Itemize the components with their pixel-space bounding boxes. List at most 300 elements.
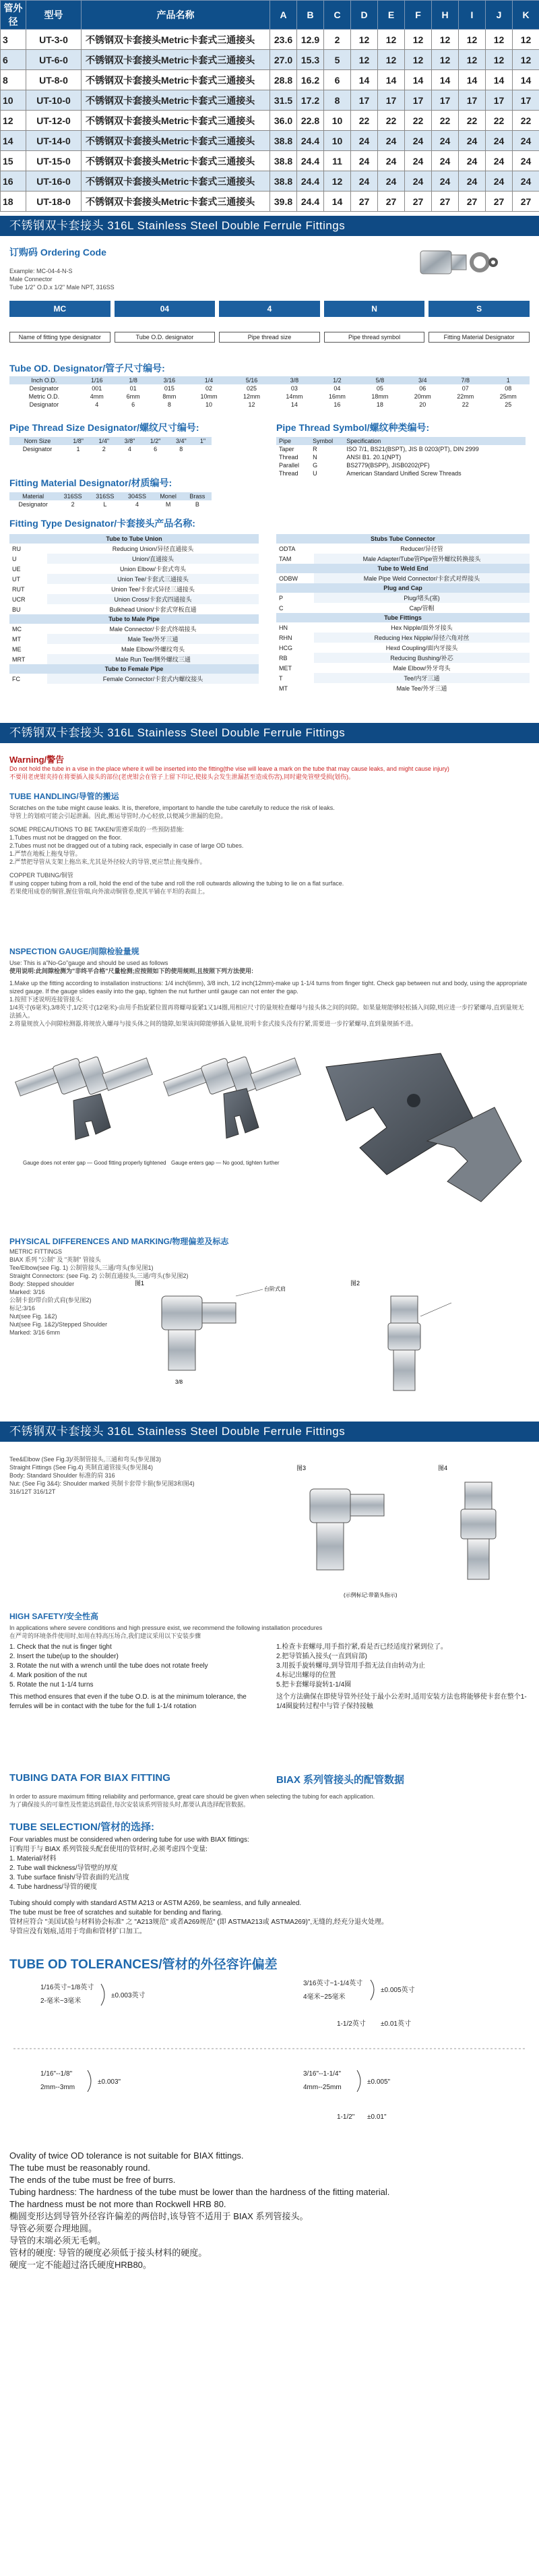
pipe_size-cell: 2 bbox=[102, 446, 106, 452]
physical-line: Nut(see Fig. 1&2)/Stepped Shoulder bbox=[9, 1321, 108, 1328]
ovality-line: The tube must be reasonably round. bbox=[9, 2163, 150, 2173]
spec-cell: 16 bbox=[1, 171, 26, 192]
handling-item: 2.严禁把导管从支架上拖出来,尤其是外径较大的导管,更应禁止拖曳操作。 bbox=[9, 858, 206, 865]
safety-step-cn: 4.标记出螺母的位置 bbox=[276, 1672, 336, 1679]
gauge-figure-bad bbox=[164, 1056, 301, 1138]
tube-od-section bbox=[0, 356, 539, 415]
handling-item: 1.Tubes must not be dragged on the floor. bbox=[9, 834, 122, 841]
safety-note-cn: 这个方法确保在即使导管外径处于最小公差时,适用安装方法也将能够使卡套在整个1-1/4圈旋转过程中与管子保持接触 bbox=[276, 1693, 527, 1710]
tube_od-cell: 22mm bbox=[457, 393, 474, 400]
fitting-type-row bbox=[9, 604, 259, 614]
ordering-title: 订购码 Ordering Code bbox=[9, 247, 106, 258]
spec-cell: 24 bbox=[513, 171, 539, 192]
fitting-type-code: ODBW bbox=[279, 575, 298, 582]
fitting-type-row bbox=[9, 644, 259, 654]
spec-cell: 3 bbox=[1, 30, 26, 50]
spec-cell: 17 bbox=[513, 90, 539, 111]
pipe_size-cell: 4 bbox=[127, 446, 131, 452]
material-cell: Material bbox=[9, 492, 57, 500]
tube_od-cell: 06 bbox=[419, 385, 426, 392]
fitting-type-name: Female Connector/卡套式内螺纹接头 bbox=[47, 674, 259, 684]
tol-b-right-2: 4mm--25mm bbox=[303, 2084, 342, 2091]
tube_od-cell: 14mm bbox=[286, 393, 303, 400]
fitting-type-code: HCG bbox=[279, 644, 292, 651]
fitting-type-name: Union Tee/卡套式异径三通接头 bbox=[111, 586, 195, 593]
tube_od-cell: 03 bbox=[290, 385, 298, 392]
tee-caption: (示例标记:带箭头指示) bbox=[344, 1592, 398, 1598]
fitting-type-name: Reducing Bushing/补芯 bbox=[314, 653, 530, 663]
spec-cell: 17 bbox=[405, 90, 432, 111]
tolerance-section bbox=[0, 1954, 539, 2150]
pipe_symbol-row bbox=[276, 453, 526, 461]
tee-line: Tee&Elbow (See Fig.3)/英制管接头,三通和弯头(参见图3) bbox=[9, 1456, 162, 1463]
spec-cell: 不锈钢双卡套接头Metric卡套式三通接头 bbox=[82, 192, 270, 212]
handling-title: TUBE HANDLING/导管的搬运 bbox=[9, 792, 119, 801]
physical-line: 标记:3/16 bbox=[9, 1305, 36, 1312]
fitting-type-row bbox=[276, 573, 530, 583]
spec-cell: 12 bbox=[405, 30, 432, 50]
spec-cell: 12 bbox=[351, 30, 378, 50]
pipe_symbol-row bbox=[276, 461, 526, 469]
tube_od-cell: 5/16 bbox=[230, 376, 273, 384]
spec-row bbox=[1, 192, 539, 212]
tube_od-cell: 6mm bbox=[126, 393, 140, 400]
spec-cell: 不锈钢双卡套接头Metric卡套式三通接头 bbox=[82, 171, 270, 192]
spec-cell: 12 bbox=[378, 50, 405, 70]
fitting-type-name: Union Tee/卡套式三通接头 bbox=[47, 574, 259, 584]
spec-cell: 24.4 bbox=[297, 192, 324, 212]
safety-step-cn: 5.把卡套螺母旋转1-1/4圈 bbox=[276, 1681, 352, 1689]
spec-header-cell: A bbox=[270, 1, 297, 30]
material-cell: B bbox=[195, 501, 199, 508]
spec-cell: 12 bbox=[1, 111, 26, 131]
tube_od-cell: 3/4 bbox=[402, 376, 444, 384]
physical-line: Tee/Elbow(see Fig. 1) 公制管接头,三通/弯头(参见图1) bbox=[9, 1264, 154, 1271]
spec-header-cell: D bbox=[351, 1, 378, 30]
fig2-label: 图2 bbox=[350, 1280, 360, 1287]
tube_od-cell: 1/2 bbox=[316, 376, 358, 384]
section-banner: 不锈钢双卡套接头 316L Stainless Steel Double Ferrule Fittings bbox=[0, 216, 539, 236]
fitting-type-code: T bbox=[279, 674, 283, 682]
selection-item: 1. Material/材料 bbox=[9, 1855, 57, 1863]
ovality-line: 导管的末端必须无毛刺。 bbox=[9, 2235, 106, 2246]
spec-cell: 12 bbox=[513, 50, 539, 70]
fitting-type-code: RHN bbox=[279, 634, 292, 641]
tee-line: 316/12T 316/12T bbox=[9, 1488, 56, 1495]
spec-cell: 12 bbox=[405, 50, 432, 70]
spec-cell: 14 bbox=[378, 70, 405, 90]
fitting-photo bbox=[418, 239, 499, 286]
fig1-label: 图1 bbox=[135, 1280, 145, 1287]
material-cell: 316SS bbox=[89, 492, 121, 500]
spec-cell: 27 bbox=[486, 192, 513, 212]
tube_od-cell: 10mm bbox=[200, 393, 218, 400]
tube_od-cell: 14 bbox=[290, 401, 298, 408]
fitting-type-code: ODTA bbox=[279, 545, 296, 552]
tee-line: Straight Fittings (See Fig.4) 英制直通管接头(参见图4) bbox=[9, 1464, 154, 1471]
spec-cell: 22 bbox=[351, 111, 378, 131]
fig2-straight bbox=[388, 1296, 451, 1391]
pipe_size-cell: 1/2" bbox=[143, 437, 168, 445]
spec-row bbox=[1, 151, 539, 171]
spec-row bbox=[1, 90, 539, 111]
spec-cell: 22 bbox=[459, 111, 486, 131]
selection-text: Four variables must be considered when ordering tube for use with BIAX fittings: bbox=[9, 1836, 249, 1844]
physical-line: Marked: 3/16 6mm bbox=[9, 1329, 61, 1336]
spec-cell: UT-16-0 bbox=[26, 171, 82, 192]
spec-cell: 不锈钢双卡套接头Metric卡套式三通接头 bbox=[82, 90, 270, 111]
selection-item: 3. Tube surface finish/导管表面的光洁度 bbox=[9, 1874, 129, 1881]
fitting-type-category: Tube to Tube Union bbox=[9, 534, 259, 544]
code-label: Fitting Material Designator bbox=[429, 332, 530, 343]
material-cell: 316SS bbox=[57, 492, 89, 500]
tube-od-title: Tube OD. Designator/管子尺寸编号: bbox=[9, 363, 165, 374]
ovality-line: Tubing hardness: The hardness of the tube must be lower than the hardness of the fitting material. bbox=[9, 2187, 390, 2197]
tube_od-cell: 22 bbox=[462, 401, 469, 408]
spec-cell: 24 bbox=[486, 171, 513, 192]
safety-title: HIGH SAFETY/安全性高 bbox=[9, 1612, 99, 1621]
ovality-line: 导管必须要合理地圆。 bbox=[9, 2223, 98, 2233]
fitting-type-name: Male Elbow/外螺纹弯头 bbox=[121, 646, 185, 653]
fitting-type-row bbox=[276, 544, 530, 554]
physical-sub: METRIC FITTINGS bbox=[9, 1248, 62, 1255]
spec-cell: 24 bbox=[405, 171, 432, 192]
material-cell: Monel bbox=[153, 492, 183, 500]
pipe-size-table bbox=[9, 437, 212, 453]
fitting-type-category: Tube to Male Pipe bbox=[9, 614, 259, 624]
tube_od-cell: 1/16 bbox=[79, 376, 115, 384]
pipe_symbol-cell: ISO 7/1, BS21(BSPT), JIS B 0203(PT), DIN 2999 bbox=[346, 446, 479, 452]
material-row bbox=[9, 492, 212, 500]
fitting-type-code: MET bbox=[279, 664, 292, 672]
spec-cell: 24 bbox=[432, 171, 459, 192]
material-cell: L bbox=[103, 501, 107, 508]
spec-cell: 31.5 bbox=[270, 90, 297, 111]
fitting-type-name: Union/直通接头 bbox=[47, 554, 259, 564]
pipe_size-cell: 3/8" bbox=[117, 437, 142, 445]
spec-cell: UT-12-0 bbox=[26, 111, 82, 131]
material-cell: M bbox=[165, 501, 171, 508]
fitting-type-row bbox=[9, 554, 259, 564]
tube_od-cell: 20 bbox=[419, 401, 426, 408]
fitting-type-row bbox=[9, 634, 259, 644]
tube_od-cell: Metric O.D. bbox=[28, 393, 60, 400]
tol-a-right-2: 4毫米~25毫米 bbox=[303, 1993, 346, 2001]
tube_od-cell: 18 bbox=[376, 401, 383, 408]
tol-b-left-2: 2mm--3mm bbox=[40, 2084, 75, 2091]
section-banner: 不锈钢双卡套接头 316L Stainless Steel Double Ferrule Fittings bbox=[0, 1422, 539, 1442]
safety-step-cn: 2.把导管插入接头(一直到肩部) bbox=[276, 1653, 367, 1660]
spec-cell: 2 bbox=[324, 30, 351, 50]
material-row bbox=[9, 500, 212, 508]
spec-cell: 27 bbox=[378, 192, 405, 212]
inspection-use-cn: 使用说明:此间隙检测为"非终平合格"尺量检测;应按照如下的使用规则,且按照下列方法使用: bbox=[9, 968, 254, 974]
fitting-image bbox=[418, 239, 499, 286]
material-section bbox=[0, 476, 539, 517]
spec-row bbox=[1, 50, 539, 70]
pipe_symbol-cell: Specification bbox=[344, 437, 526, 445]
fitting-type-name: Tee/内牙三通 bbox=[314, 673, 530, 683]
ovality-line: The ends of the tube must be free of burrs. bbox=[9, 2175, 176, 2185]
fitting-type-code: RUT bbox=[12, 585, 25, 593]
ordering-example-desc: Tube 1/2" O.D.x 1/2" Male NPT, 316SS bbox=[9, 284, 115, 291]
spec-cell: 17 bbox=[351, 90, 378, 111]
tube_od-cell: 07 bbox=[462, 385, 469, 392]
spec-cell: 14 bbox=[1, 131, 26, 151]
tube_od-cell: 20mm bbox=[414, 393, 431, 400]
tube_od-cell: 3/16 bbox=[151, 376, 187, 384]
material-cell: Brass bbox=[183, 492, 212, 500]
spec-cell: 14 bbox=[513, 70, 539, 90]
tube_od-cell: 5/8 bbox=[358, 376, 401, 384]
material-cell: 4 bbox=[135, 501, 139, 508]
copper-text: If using copper tubing from a roll, hold the end of the tube and roll the roll outwards allowing the tubing to lie on a flat surface. bbox=[9, 880, 344, 887]
fitting-type-row bbox=[276, 633, 530, 643]
spec-header-cell: 产品名称 bbox=[82, 1, 270, 30]
fitting-type-name: Plug/堵头(塞) bbox=[314, 593, 530, 603]
physical-line: 公制卡套/带台阶式肩(参见图2) bbox=[9, 1297, 92, 1304]
pipe_size-row bbox=[9, 445, 212, 453]
spec-cell: 24 bbox=[459, 151, 486, 171]
tol-a-rval: ±0.005英寸 bbox=[381, 1987, 415, 1994]
spec-cell: 24 bbox=[513, 131, 539, 151]
fitting-type-name: Hex Nipple/面外牙接头 bbox=[391, 624, 453, 631]
fitting-type-row bbox=[276, 593, 530, 603]
inspection-use: Use: This is a"No-Go"gauge and should be used as follows bbox=[9, 960, 168, 966]
tube_od-cell: 025 bbox=[246, 385, 257, 392]
tube_od-cell: 01 bbox=[129, 385, 137, 392]
code-box: MC bbox=[9, 301, 110, 317]
fitting-type-row bbox=[9, 664, 259, 674]
fitting-type-row bbox=[276, 603, 530, 613]
spec-cell: 39.8 bbox=[270, 192, 297, 212]
fitting-type-code: C bbox=[279, 604, 284, 612]
fitting-type-code: MT bbox=[279, 684, 288, 692]
tol-a-right-3: 1-1/2英寸 bbox=[337, 2020, 366, 2028]
spec-table-header bbox=[1, 1, 539, 30]
spec-cell: 27 bbox=[513, 192, 539, 212]
tubing-data-text-cn: 为了确保接头的可靠性及性能达到最佳,每次安装该系列管接头时,都要认真选择配管数据。 bbox=[9, 1801, 250, 1808]
handling-item: 2.Tubes must not be dragged out of a tubing rack, especially in case of large OD tubes. bbox=[9, 842, 244, 849]
selection-item: 4. Tube hardness/导管的硬度 bbox=[9, 1883, 98, 1891]
pipe_size-cell: 1/4" bbox=[91, 437, 117, 445]
spec-cell: 16.2 bbox=[297, 70, 324, 90]
safety-step: 5. Rotate the nut 1-1/4 turns bbox=[9, 1681, 94, 1689]
spec-cell: 14 bbox=[324, 192, 351, 212]
spec-cell: 24 bbox=[432, 151, 459, 171]
physical-title: PHYSICAL DIFFERENCES AND MARKING/物理偏差及标志 bbox=[9, 1237, 229, 1246]
spec-cell: 不锈钢双卡套接头Metric卡套式三通接头 bbox=[82, 50, 270, 70]
tube_od-cell: 8 bbox=[167, 401, 171, 408]
tube_od-cell: 4mm bbox=[90, 393, 104, 400]
pipe_symbol-row bbox=[276, 445, 526, 453]
safety-section bbox=[0, 1610, 539, 1772]
pipe_size-cell: Designator bbox=[22, 446, 53, 452]
tube_od-cell: 4 bbox=[95, 401, 99, 408]
tee-section bbox=[0, 1442, 539, 1610]
spec-cell: 28.8 bbox=[270, 70, 297, 90]
fitting-type-name: Male Pipe Weld Connector/卡套式对焊接头 bbox=[314, 573, 530, 583]
ovality-line: 管材的硬度: 导管的硬度必须低于接头材料的硬度。 bbox=[9, 2248, 208, 2258]
fitting-type-name: Male Connector/卡套式终端接头 bbox=[109, 626, 197, 633]
fitting-type-code: UE bbox=[12, 565, 21, 573]
selection-standard: Tubing should comply with standard ASTM A213 or ASTM A269, be seamless, and fully annealed. bbox=[9, 1900, 302, 1907]
safety-intro-cn: 在严苛的环境条件使用时,如用在特高压场合,我们建议采用以下安装步骤 bbox=[9, 1633, 201, 1639]
spec-cell: 12 bbox=[378, 30, 405, 50]
tube_od-cell: 16 bbox=[334, 401, 341, 408]
copper-title: COPPER TUBING/铜管 bbox=[9, 872, 73, 879]
tube_od-cell: 7/8 bbox=[444, 376, 486, 384]
code-box: 4 bbox=[219, 301, 320, 317]
spec-cell: 17 bbox=[378, 90, 405, 111]
spec-cell: 38.8 bbox=[270, 151, 297, 171]
ovality-line: Ovality of twice OD tolerance is not suitable for BIAX fittings. bbox=[9, 2150, 244, 2161]
spec-cell: 12 bbox=[432, 50, 459, 70]
spec-cell: 12 bbox=[459, 30, 486, 50]
physical-line: Straight Connectors: (see Fig. 2) 公制直通接头,三通/弯头(参见图2) bbox=[9, 1272, 189, 1279]
spec-cell: 17.2 bbox=[297, 90, 324, 111]
fitting-type-row bbox=[276, 673, 530, 683]
physical-line: Nut(see Fig. 1&2) bbox=[9, 1313, 57, 1320]
tube_od-row bbox=[9, 401, 530, 409]
inspection-step-cn: 1.按照下述说明连接管接头: bbox=[9, 996, 84, 1003]
spec-cell: 24 bbox=[486, 131, 513, 151]
spec-cell: UT-18-0 bbox=[26, 192, 82, 212]
spec-header-cell: I bbox=[459, 1, 486, 30]
spec-cell: 12 bbox=[459, 50, 486, 70]
spec-cell: UT-14-0 bbox=[26, 131, 82, 151]
fitting-type-category: Plug and Cap bbox=[276, 583, 530, 593]
spec-cell: 12 bbox=[351, 50, 378, 70]
fitting-type-row bbox=[276, 663, 530, 673]
spec-cell: 22 bbox=[405, 111, 432, 131]
spec-header-cell: F bbox=[405, 1, 432, 30]
spec-cell: 22.8 bbox=[297, 111, 324, 131]
selection-scratch: The tube must be free of scratches and suitable for bending and flaring. bbox=[9, 1909, 223, 1916]
fig4-label: 图4 bbox=[438, 1465, 448, 1471]
tube_od-cell: Inch O.D. bbox=[9, 376, 79, 384]
fitting-type-row bbox=[276, 613, 530, 622]
code-label: Pipe thread size bbox=[219, 332, 320, 343]
fitting-type-code: HN bbox=[279, 624, 288, 631]
spec-cell: 不锈钢双卡套接头Metric卡套式三通接头 bbox=[82, 70, 270, 90]
tube_od-cell: 12mm bbox=[243, 393, 260, 400]
tol-a-val: ±0.003英寸 bbox=[111, 1992, 146, 1999]
pipe-thread-section bbox=[0, 415, 539, 476]
safety-step: 2. Insert the tube(up to the shoulder) bbox=[9, 1653, 119, 1660]
pipe_symbol-cell: American Standard Unified Screw Threads bbox=[346, 470, 462, 477]
ovality-text bbox=[9, 2150, 530, 2271]
warning-section bbox=[0, 743, 539, 945]
spec-cell: 14 bbox=[351, 70, 378, 90]
spec-header-cell: C bbox=[324, 1, 351, 30]
fitting-type-name: Hexd Coupling/面内牙接头 bbox=[385, 645, 458, 651]
spec-cell: 不锈钢双卡套接头Metric卡套式三通接头 bbox=[82, 111, 270, 131]
fig3-elbow bbox=[310, 1489, 384, 1570]
pipe_size-cell: 1" bbox=[194, 437, 212, 445]
spec-cell: 24 bbox=[378, 131, 405, 151]
inspection-title: NSPECTION GAUGE/间隙检验量规 bbox=[9, 947, 139, 956]
inspection-step: 1.Make up the fitting according to installation instructions: 1/4 inch(6mm), 3/8 inch, 1/2 inch(12mm)-make up 1-1/4 turns from finger tight. Check gap between nut and body, using the appropriate sized gauge. If the gauge slides easily into the gap, tighten the nut further until gauge can not enter the gap. bbox=[9, 980, 528, 995]
fitting-type-category: Tube Fittings bbox=[276, 613, 530, 622]
tubing-data-text: In order to assure maximum fitting reliability and performance, great care should be given when selecting the tubing for each application. bbox=[9, 1793, 375, 1800]
pipe_symbol-cell: Thread bbox=[279, 454, 298, 461]
fitting-type-code: MRT bbox=[12, 655, 26, 663]
spec-cell: 24 bbox=[459, 171, 486, 192]
spec-table bbox=[0, 0, 539, 212]
tol-b-right-3: 1-1/2" bbox=[337, 2113, 355, 2121]
fitting-type-category: Stubs Tube Connector bbox=[276, 534, 530, 544]
fitting-type-row bbox=[276, 653, 530, 663]
pipe_symbol-cell: Taper bbox=[279, 446, 294, 452]
spec-table-body bbox=[1, 30, 539, 212]
pipe-symbol-title: Pipe Thread Symbol/螺纹种类编号: bbox=[276, 422, 430, 433]
spec-cell: 12 bbox=[513, 30, 539, 50]
material-cell: Designator bbox=[18, 501, 48, 508]
tube-od-table bbox=[9, 376, 530, 409]
fitting-type-row bbox=[9, 574, 259, 584]
code-box: N bbox=[324, 301, 425, 317]
spec-cell: 27 bbox=[405, 192, 432, 212]
spec-header-cell: 管外径 bbox=[1, 1, 26, 30]
spec-cell: 24 bbox=[405, 131, 432, 151]
spec-cell: 8 bbox=[1, 70, 26, 90]
fitting-type-code: U bbox=[12, 555, 17, 562]
fitting-type-row bbox=[9, 614, 259, 624]
fitting-type-name: Male Tee/外牙三通 bbox=[396, 685, 447, 692]
fitting-type-name: Union Cross/卡套式四通接头 bbox=[47, 594, 259, 604]
spec-cell: 27 bbox=[432, 192, 459, 212]
fig-measure: 3/8 bbox=[175, 1379, 183, 1385]
fitting-type-code: FC bbox=[12, 675, 20, 682]
pipe_symbol-cell: BS2779(BSPP), JISB0202(PF) bbox=[346, 462, 430, 469]
pipe_size-cell: Norn Size bbox=[9, 437, 65, 445]
fitting-type-row bbox=[276, 564, 530, 573]
spec-header-cell: K bbox=[513, 1, 539, 30]
spec-cell: 10 bbox=[1, 90, 26, 111]
pipe_size-cell: 3/4" bbox=[168, 437, 194, 445]
ordering-example-type: Male Connector bbox=[9, 276, 53, 283]
spec-cell: 6 bbox=[1, 50, 26, 70]
safety-note: This method ensures that even if the tube O.D. is at the minimum tolerance, the ferrules will be in contact with the tube for the full 1-1/4 rotation bbox=[9, 1693, 247, 1710]
fig1-elbow bbox=[162, 1289, 263, 1370]
tube_od-cell: 3/8 bbox=[273, 376, 315, 384]
safety-step-cn: 3.用扳手旋转螺母,到导管用手指无法自由转动为止 bbox=[276, 1662, 426, 1670]
spec-cell: 不锈钢双卡套接头Metric卡套式三通接头 bbox=[82, 30, 270, 50]
spec-cell: 18 bbox=[1, 192, 26, 212]
warning-text-cn: 不要用老虎钳夹持在将要插入接头的部位(老虎钳会在管子上留下印记,使接头会发生泄漏甚至造成伤害),同时避免管壁受损(划伤)。 bbox=[9, 773, 354, 780]
tol-b-right-1: 3/16"--1-1/4" bbox=[303, 2070, 342, 2078]
tol-a-right-1: 3/16英寸~1-1/4英寸 bbox=[303, 1980, 363, 1987]
fitting-type-name: Union Elbow/卡套式弯头 bbox=[119, 566, 187, 573]
spec-cell: 22 bbox=[513, 111, 539, 131]
fig-caption: 台阶式肩 bbox=[264, 1286, 286, 1292]
fitting-type-name: Male Tee/外牙三通 bbox=[47, 634, 259, 644]
spec-cell: 24 bbox=[432, 131, 459, 151]
fitting-type-name: Reducing Hex Nipple/异径六角对丝 bbox=[314, 633, 530, 643]
spec-cell: UT-3-0 bbox=[26, 30, 82, 50]
spec-cell: 22 bbox=[486, 111, 513, 131]
spec-cell: 24 bbox=[405, 151, 432, 171]
spec-cell: 14 bbox=[486, 70, 513, 90]
fitting-type-row bbox=[276, 622, 530, 633]
spec-cell: 24 bbox=[378, 171, 405, 192]
spec-cell: 24 bbox=[486, 151, 513, 171]
handling-text-cn: 导管上的划痕可能会引起泄漏。因此,搬运导管时,办心轻放,以便减少泄漏的危险。 bbox=[9, 813, 227, 819]
pipe_symbol-row bbox=[276, 437, 526, 445]
tubing-data-title-cn: BIAX 系列管接头的配管数据 bbox=[276, 1774, 405, 1786]
fitting-type-code: UCR bbox=[12, 595, 26, 603]
